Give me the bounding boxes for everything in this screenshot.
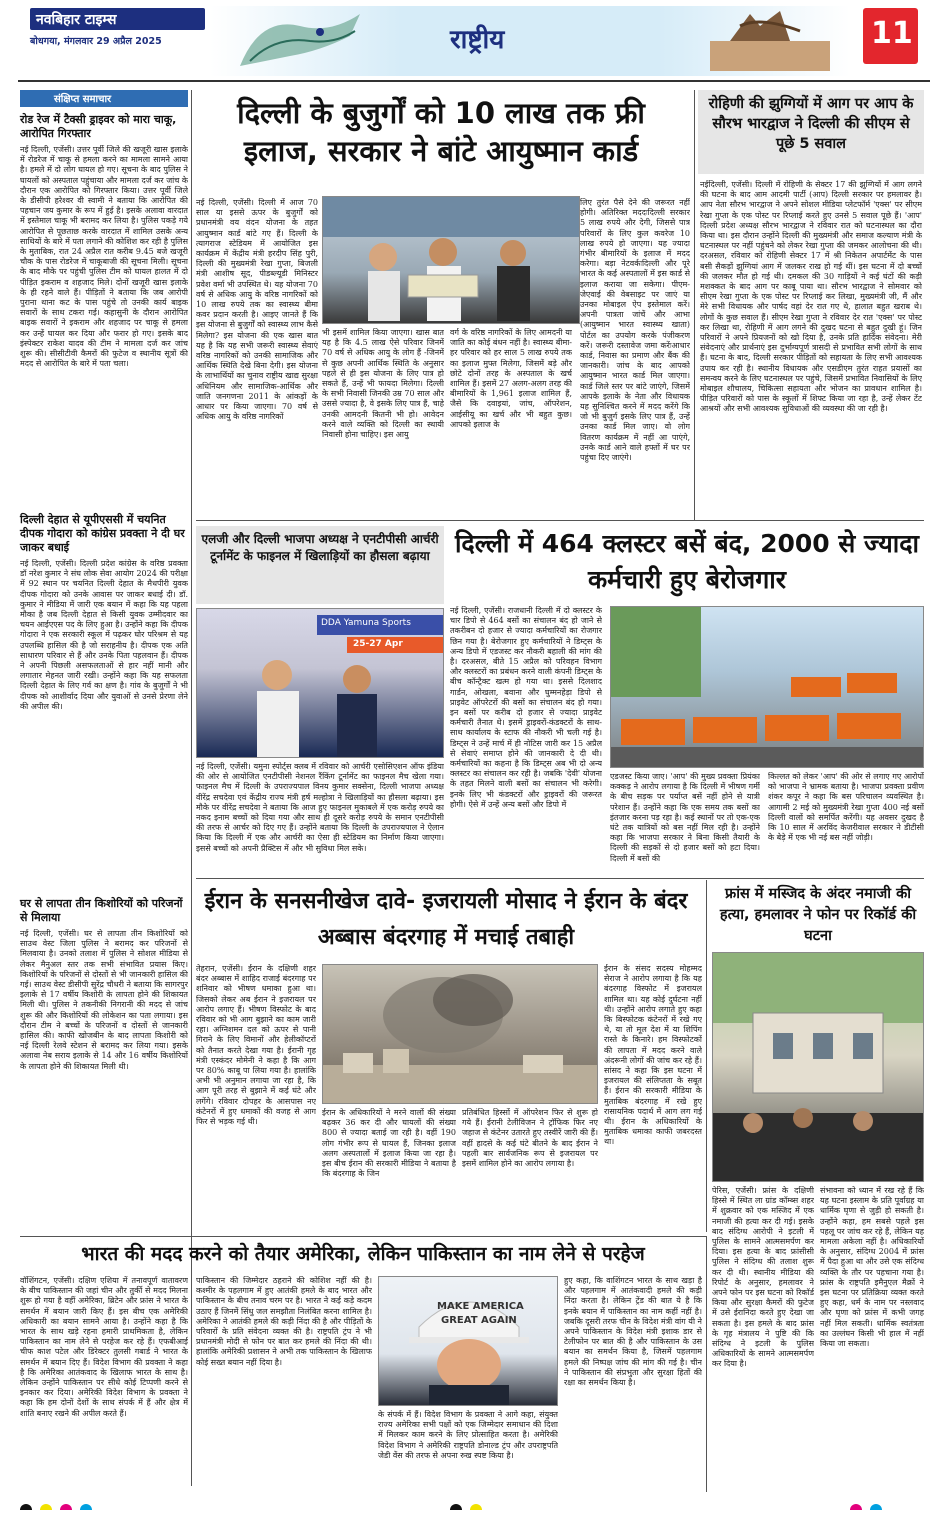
aap-headline-box [698, 90, 924, 174]
row1-rule [196, 520, 924, 521]
sidebar-story-3-title: घर से लापता तीन किशोरियों को परिजनों से मिलाया [20, 897, 183, 924]
registration-mark-yellow [40, 1504, 52, 1510]
paper-logo [30, 8, 205, 30]
lg-body: नई दिल्ली, एजेंसी। यमुना स्पोर्ट्स क्लब में रविवार को आर्चरी एसोसिएशन ऑफ इंडिया की ओर से आयोजित एनटीपीसी नेशनल रैंकिंग टूर्नामेंट का फाइनल मैच खेला गया। फाइनल मैच में दिल्ली के उपराज्यपाल विनय कुमार सक्सेना, दिल्ली भाजपा अध्यक्ष वीरेंद्र सचदेवा एवं केंद्रीय राज्य मंत्री हर्ष मल्होत्रा ने खिलाड़ियों का हौसला बढ़ाया। इस मौके पर वीरेंद्र सचदेवा ने बताया कि आज हुए फाइनल मुकाबले में एक करोड़ रुपये का नकद इनाम बच्चों को दिया गया और साथ ही दूसरे करोड़ रुपये के समान एनटीपीसी की तरफ से आर्चर को दिए गए हैं। उन्होंने बताया कि दिल्ली के उपराज्यपाल ने ऐलान किया कि दिल्ली में एक और आर्चरी का ऐसा ही स्टेडियम का निर्माण किया जाएगा। इससे बच्चों को अपनी प्रैक्टिस में और भी सुविधा मिल सके। [196, 762, 444, 853]
usa-col-3: के संपर्क में हैं। विदेश विभाग के प्रवक्ता ने आगे कहा, संयुक्त राज्य अमेरिका सभी पक्षों को एक जिम्मेदार समाधान की दिशा में मिलकर काम करने के लिए प्रोत्साहित करता है। अमेरिकी विदेश विभाग ने अमेरिकी राष्ट्रपति डोनाल्ड ट्रंप और उपराष्ट्रपति जेडी वेंस की तरफ से अपना रुख स्पष्ट किया है। [378, 1410, 558, 1460]
bus-depot-art [611, 607, 923, 767]
lead-col-1: नई दिल्ली, एजेंसी। दिल्ली में आज 70 साल या इससे ऊपर के बुजुर्गों को प्रधानमंत्री वय वंदन योजना के तहत आयुष्मान कार्ड बांटे गए हैं। दिल्ली के त्यागराज स्टेडियम में आयोजित इस कार्यक्रम में केंद्रीय मंत्री हरदीप सिंह पुरी, दिल्ली की मुख्यमंत्री रेखा गुप्ता, बिजली मंत्री आशीष सूद, पीडब्ल्यूडी मिनिस्टर प्रवेश वर्मा भी उपस्थित थे। यह योजना 70 वर्ष से अधिक आयु के वरिष्ठ नागरिकों को 10 लाख रुपये तक का स्वास्थ्य बीमा कवर प्रदान करती है। आइए जानते हैं कि इस योजना से बुजुर्गों को स्वास्थ्य लाभ कैसे मिलेगा? इस योजना की एक खास बात यह है कि यह सभी जरूरी स्वास्थ्य सेवाएं वरिष्ठ नागरिकों को उनकी सामाजिक और आर्थिक स्थिति देखे बिना देगी। इस योजना के लाभार्थियों का चुनाव राष्ट्रीय खाद्य सुरक्षा अधिनियम और सामाजिक-आर्थिक और जाति जनगणना 2011 के आंकड़ों के आधार पर किया जाएगा। 70 वर्ष से अधिक आयु के वरिष्ठ नागरिकों [196, 198, 318, 422]
archery-date-text: 25-27 Apr [353, 639, 403, 649]
archery-photo [196, 608, 444, 758]
row2-rule [196, 878, 924, 879]
dateline: बोधगया, मंगलवार 29 अप्रैल 2025 [30, 36, 162, 47]
france-mosque-photo [712, 952, 924, 1182]
lead-col-4: लिए तुरंत पैसे देने की जरूरत नहीं होगी। अतिरिक्त मददःदिल्ली सरकार 5 लाख रुपये और देगी, जिससे पात्र परिवारों के लिए कुल कवरेज 10 लाख रुपये हो जाएगा। यह ज्यादा गंभीर बीमारियों के इलाज में मदद करेगा। बड़ा नेटवर्कःदिल्ली और पूरे भारत के कई अस्पतालों में इस कार्ड से इलाज कराया जा सकेगा। पीएम-जेएवाई की वेबसाइट पर जाएं या उनका मोबाइल ऐप इस्तेमाल करें। अपनी पात्रता जांचें और आभा (आयुष्मान भारत स्वास्थ्य खाता) पोर्टल का उपयोग करके पंजीकरण करें। जरूरी दस्तावेज जमा करेंःआधार कार्ड, निवास का प्रमाण और बैंक की जानकारी। जांच के बाद आपको आयुष्मान भारत कार्ड मिल जाएगा। कार्ड जिले स्तर पर बांटे जाएंगे, जिसमें आपके इलाके के नेता और विधायक यह सुनिश्चित करने में मदद करेंगे कि जो भी बुजुर्ग इसके लिए पात्र हैं, उन्हें उनका कार्ड मिल जाए। वो लोग वितरण कार्यक्रम में नहीं आ पाएंगे, उनके कार्ड आने वाले हफ्तों में घर पर पहुंचा दिए जाएंगे। [580, 198, 690, 463]
ayushman-photo [322, 196, 580, 324]
sidebar-story-2-title: दिल्ली देहात से यूपीएससी में चयनित दीपक गोदारा को कांग्रेस प्रवक्ता ने दी घर जाकर बधाई [20, 513, 185, 554]
sidebar-story-2-body: नई दिल्ली, एजेंसी। दिल्ली प्रदेश कांग्रेस के वरिष्ठ प्रवक्ता डॉ नरेश कुमार ने संघ लोक सेवा आयोग 2024 की परीक्षा में 92 स्थान पर चयनित दिल्ली देहात के मैधपीरी युवक दीपक गोदारा को उनके आवास पर जाकर बधाई दी। डॉ. कुमार ने मीडिया में जारी एक बयान में कहा कि यह पहला मौका है जब दिल्ली देहात से किसी युवक उम्मीदवार का चयन आईएएस पद के लिए हुआ है। उन्होंने कहा कि दीपक गोदारा ने एक सरकारी स्कूल में पढ़कर घोर परिश्रम से यह उपलब्धि हासिल की है जो सराहनीय है। दीपक एक अति साधारण परिवार से हैं और उनके पिता पहलवान हैं। दीपक ने अपनी पिछली असफलताओं से हार नहीं मानी और लगातार मेहनत जारी रखी। उन्होंने कहा कि यह सफलता दिल्ली देहात के लिए गर्व का क्षण है। गांव के बुजुर्गों ने भी दीपक को आशीर्वाद दिया और युवाओं से उनसे प्रेरणा लेने की अपील की। [20, 559, 188, 711]
france-mosque-art [713, 953, 923, 1181]
trump-photo-art [379, 1277, 557, 1405]
france-col-2: संभावना को ध्यान में रख रहे हैं कि यह घटना इस्लाम के प्रति पूर्वाग्रह या धार्मिक घृणा से जुड़ी हो सकती है। उन्होंने कहा, हम सबसे पहले इस पहलू पर जांच कर रहे हैं, लेकिन यह मामला अकेला नहीं है। अधिकारियों के अनुसार, संदिग्ध 2004 में फ्रांस में पैदा हुआ था और उसे एक संदिग्ध व्यक्ति के तौर पर पहचाना गया है। फ्रांस के राष्ट्रपति इमैनुएल मैक्रों ने इस घटना पर प्रतिक्रिया व्यक्त करते हुए कहा, धर्म के नाम पर नस्लवाद और घृणा को फ्रांस में कभी जगह नहीं मिल सकती। धार्मिक स्वतंत्रता का उल्लंघन किसी भी हाल में नहीं किया जा सकता। [820, 1186, 924, 1349]
lead-col-2: भी इसमें शामिल किया जाएगा। खास बात यह है कि 4.5 लाख ऐसे परिवार जिनमें 70 वर्ष से अधिक आयु के लोग हैं -जिनमें से कुछ अपनी आर्थिक स्थिति के अनुसार पहले से ही इस योजना के लिए पात्र हो सकते हैं, उन्हें भी फायदा मिलेगा। दिल्ली के सभी निवासी जिनकी उम्र 70 साल और उससे ज्यादा है, वे इसके लिए पात्र हैं, चाहे उनकी आमदनी कितनी भी हो। आवेदन करने वाले व्यक्ति को दिल्ली का स्थायी निवासी होना चाहिए। इस आयु [322, 328, 444, 440]
aap-body: नईदिल्ली, एजेंसी। दिल्ली में रोहिणी के सेक्टर 17 की झुग्गियों में आग लगने की घटना के बाद आम आदमी पार्टी (आप) दिल्ली सरकार पर हमलावर है। आप नेता सौरभ भारद्वाज ने अपने सोशल मीडिया प्लेटफॉर्म 'एक्स' पर सीएम रेखा गुप्ता के एक पोस्ट पर रिप्लाई करते हुए उनसे 5 सवाल पूछे हैं। 'आप' दिल्ली प्रदेश अध्यक्ष सौरभ भारद्वाज ने रविवार रात को घटनास्थल का दौरा किया था। इस दौरान उन्होंने दिल्ली की मुख्यमंत्री और समाज कल्याण मंत्री के घटनास्थल पर नहीं पहुंचने को लेकर रेखा गुप्ता की जमकर आलोचना की थी। दरअसल, रविवार को रोहिणी सेक्टर 17 में श्री निकेतन अपार्टमेंट के पास बसी सैकड़ों झुग्गियां आग में जलकर राख हो गई थीं। इस घटना में दो बच्चों की जलकर मौत हो गई थी। दमकल की 30 गाड़ियों ने कई घंटों की कड़ी मशक्कत के बाद आग पर काबू पाया था। सौरभ भारद्वाज ने सोमवार को सीएम रेखा गुप्ता के एक पोस्ट पर रिप्लाई कर लिखा, मुख्यमंत्री जी, मैं और मेरे सभी विधायक और पार्षद वहां देर रात गए थे, हालात बहुत खराब थे। लोगों के कुछ सवाल हैं। सीएम रेखा गुप्ता ने रविवार देर रात 'एक्स' पर पोस्ट कर लिखा था, रोहिणी में आग लगने की दुखद घटना से बहुत दुखी हूं। जिन परिवारों ने अपने प्रियजनों को खो दिया है, उनके प्रति हार्दिक संवेदना। मेरी संवेदनाएं और प्रार्थनाएं इस दुर्भाग्यपूर्ण त्रासदी से प्रभावित सभी लोगों के साथ हैं। घटना के बाद, दिल्ली सरकार पीड़ितों को सहायता के लिए सभी आवश्यक उपाय कर रही है। स्थानीय विधायक और एसडीएम तुरंत राहत प्रयासों का समन्वय करने के लिए घटनास्थल पर पहुंचे, जिसमें प्रभावित निवासियों के लिए मोबाइल शौचालय, चिकित्सा सहायता और भोजन का प्रावधान शामिल है। पीड़ित परिवारों को पास के स्कूलों में शिफ्ट किया जा रहा है, उन्हें लेकर टेंट आश्रयों और सभी आवश्यक सुविधाओं की व्यवस्था की जा रही है। [700, 180, 922, 414]
peacock-illustration [220, 6, 370, 76]
archery-banner-text: DDA Yamuna Sports [321, 618, 411, 628]
sidebar-story-1-title: रोड रेज में टैक्सी ड्राइवर को मारा चाकू, आरोपित गिरफ्तार [20, 113, 177, 140]
registration-mark-black-2 [450, 1504, 462, 1510]
bus-col-2: एडजस्ट किया जाए। 'आप' की मुख्य प्रवक्ता प्रियंका कक्कड़ ने आरोप लगाया है कि दिल्ली में भीषण गर्मी के बीच सड़क पर पर्याप्त बसें नहीं होने से यात्री परेशान हैं। उन्होंने कहा कि एक समय तक बसों का इंतजार करना पड़ रहा है। कई स्थानों पर तो एक-एक घंटे तक यात्रियों को बस नहीं मिल रही है। उन्होंने कहा कि भाजपा सरकार ने बिना किसी तैयारी के दिल्ली की सड़कों से दो हजार बसों को हटा दिया। दिल्ली में बसों की [610, 772, 760, 863]
bandar-abbas-photo [322, 964, 598, 1104]
bandar-abbas-art [323, 965, 597, 1103]
cap-text-line-2: GREAT AGAIN [441, 1315, 517, 1326]
section-banner [210, 6, 850, 76]
bus-col-1: नई दिल्ली, एजेंसी। राजधानी दिल्ली में दो क्लस्टर के चार डिपो से 464 बसों का संचालन बंद हो जाने से तकरीबन दो हजार से ज्यादा कर्मचारियों का रोजगार छिन गया है। बेरोजगार हुए कर्मचारियों ने डिम्ट्स के अन्य डिपो में एडजस्ट कर नौकरी बहाली की मांग की है। दरअसल, बीते 15 अप्रैल को परिवहन विभाग और क्लस्टरों का प्रबंधन करने वाली कंपनी डिम्ट्स के बीच कॉन्ट्रैक्ट खत्म हो गया था। इससे दिलशाद गार्डन, ओखला, बवाना और घुम्मनहेड़ा डिपो से प्राइवेट ऑपरेटरों की बसों का संचालन बंद हो गया। इन बसों पर करीब दो हजार से ज्यादा प्राइवेट कर्मचारी तैनात थे। इसमें ड्राइवरों-कंडक्टरों के साथ-साथ कार्यालय के स्टाफ की नौकरी भी चली गई है। डिम्ट्स ने उन्हें मार्च में ही नोटिस जारी कर 15 अप्रैल से सेवाएं समाप्त होने की जानकारी दे दी थी। कर्मचारियों का कहना है कि डिम्ट्स अब भी दो अन्य क्लस्टर का संचालन कर रही है। जबकि 'देवी' योजना के तहत मिलने वाली बसों का संचालन भी करेगी। इनके लिए भी कंडक्टरों और ड्राइवरों की जरूरत होगी। ऐसे में उन्हें अन्य बसों और डिपो में [450, 606, 602, 809]
france-col-1: पेरिस, एजेंसी। फ्रांस के दक्षिणी हिस्से में स्थित ला ग्रांड कॉम्ब्स शहर में शुक्रवार को एक मस्जिद में एक नमाजी की हत्या कर दी गई। इसके बाद संदिग्ध आरोपी ने इटली में पुलिस के सामने आत्मसमर्पण कर दिया। इस हत्या के बाद फ्रांसीसी पुलिस ने संदिग्ध की तलाश शुरू कर दी थी। स्थानीय मीडिया की रिपोर्ट के अनुसार, हमलावर ने अपने फोन पर इस घटना को रिकॉर्ड किया और सुरक्षा कैमरों की फुटेज में उसे ईरानिदा करते हुए देखा जा सकता है। इस हमले के बाद फ्रांस के गृह मंत्रालय ने पुष्टि की कि संदिग्ध ने इटली के पुलिस अधिकारियों के सामने आत्मसमर्पण कर दिया है। [712, 1186, 814, 1369]
iran-col-2: ईरान के अधिकारियों ने मरने वालों की संख्या बढ़कर 36 कर दी और घायलों की संख्या 800 से ज्यादा बताई जा रही है। वहीं 190 लोग गंभीर रूप से घायल हैं, जिनका इलाज अलग अस्पतालों में इलाज किया जा रहा है। इस बीच ईरान की सरकारी मीडिया ने बताया है कि बंदरगाह के जिन [322, 1108, 456, 1179]
iran-col-1: तेहरान, एजेंसी। ईरान के दक्षिणी शहर बंदर अब्बास में शाहिद राजाई बंदरगाह पर शनिवार को भीषण धमाका हुआ था। जिसको लेकर अब ईरान ने इजरायल पर आरोप लगाए हैं। भीषण विस्फोट के बाद रविवार को भी आग बुझाने का काम जारी रहा। अग्निशमन दल को ऊपर से पानी गिराने के लिए विमानों और हेलीकॉप्टरों को तैनात करते देखा गया है। ईरानी गृह मंत्री एस्कंदर मोमेनी ने कहा है कि आग पर 80% काबू पा लिया गया है। हालांकि अभी भी अनुमान लगाया जा रहा है, कि आग पूरी तरह से बुझाने में कई घंटे और लगेंगे। रविवार दोपहर के आसपास नए कंटेनरों में हुए धमाकों की वजह से आग फिर से भड़क गई थी। [196, 964, 316, 1127]
ayushman-photo-art [323, 197, 579, 323]
usa-col-2: पाकिस्तान की जिम्मेदार ठहराने की कोशिश नहीं की है। कश्मीर के पहलगाम में हुए आतंकी हमले के बाद भारत और पाकिस्तान के बीच तनाव चरम पर है। भारत ने कई कड़े कदम उठाए हैं जिनमें सिंधु जल समझौता निलंबित करना शामिल है। अमेरिका ने आतंकी हमले की कड़ी निंदा की है और पीड़ितों के परिवारों के प्रति संवेदना व्यक्त की है। राष्ट्रपति ट्रंप ने भी प्रधानमंत्री मोदी से फोन पर बात कर हमले की निंदा की थी। हालांकि अमेरिकी प्रशासन ने अभी तक पाकिस्तान के खिलाफ कोई सख्त बयान नहीं दिया है। [196, 1276, 372, 1367]
bus-headline: दिल्ली में 464 क्लस्टर बसें बंद, 2000 से ज्यादा कर्मचारी हुए बेरोजगार [454, 529, 920, 594]
bus-col-3: किल्लत को लेकर 'आप' की ओर से लगाए गए आरोपों को भाजपा ने भ्रामक बताया है। भाजपा प्रवक्ता प्रवीण शंकर कपूर ने कहा कि बस परिचालन व्यवस्थित है। आगामी 2 मई को मुख्यमंत्री रेखा गुप्ता 400 नई बसों दिल्ली वालों को समर्पित करेंगी। यह अवसर दुखद है कि 10 साल में अरविंद केजरीवाल सरकार ने डीटीसी के बेड़े में एक भी नई बस नहीं जोड़ी। [768, 772, 924, 843]
usa-col-4: हुए कहा, कि वाशिंगटन भारत के साथ खड़ा है और पहलगाम में आतंकवादी हमले की कड़ी निंदा करता है। लेकिन ट्रेंड की बात ये है कि इनके बयान में पाकिस्तान का नाम कहीं नहीं है। जबकि दूसरी तरफ चीन के विदेश मंत्री वांग यी ने अपने पाकिस्तान के विदेश मंत्री इशाक डार से टेलीफोन पर बात की है और पाकिस्तान के उस बयान का समर्थन किया है, जिसमें पहलगाम हमले की निष्पक्ष जांच की मांग की गई है। चीन ने पाकिस्तान की संप्रभुता और सुरक्षा हितों की रक्षा का समर्थन किया है। [564, 1276, 702, 1388]
sidebar-story-3-body: नई दिल्ली, एजेंसी। घर से लापता तीन किशोरियों को साउथ वेस्ट जिला पुलिस ने बरामद कर परिजनों से मिलवाया है। उनको तलाश में पुलिस ने सोशल मीडिया से लेकर मैनुअल स्तर तक सभी संभावित प्रयास किए। किशोरियों के परिजनों से दोस्तों से भी जानकारी हासिल की गई। साउथ वेस्ट डीसीपी सुरेंद्र चौधरी ने बताया कि सागरपुर इलाके से 17 वर्षीय किशोरी के लापता होने की शिकायत मिली थी। पुलिस ने तकनीकी निगरानी की मदद से जांच शुरू की और किशोरियों की लोकेशन का पता लगाया। इस दौरान टीम ने बच्चों के परिजनों व दोस्तों से जानकारी हासिल की। काफी खोजबीन के बाद लापता किशोरी को नई दिल्ली रेलवे स्टेशन से बरामद कर लिया गया। इसके अलावा नेब सराय इलाके से 14 और 16 वर्षीय किशोरियों के लापता होने की शिकायत मिली थी। [20, 929, 188, 1071]
page-number: 11 [871, 16, 913, 51]
lg-headline-box [196, 526, 444, 604]
usa-right-divider [706, 1236, 707, 1492]
iran-col-3: प्रतिबंधित हिस्सों में ऑपरेशन फिर से शुरू हो गये हैं। ईरानी टेलीविजन ने ट्रॉफिक फिर नए जहाज से कंटेनर उतारते हुए तस्वीरें जारी की हैं। वहीं हादसे के कई घंटे बीतने के बाद ईरान ने पहली बार सार्वजनिक रूप से इजरायल पर इसमें शामिल होने का आरोप लगाया है। [462, 1108, 598, 1169]
registration-mark-cyan-2 [870, 1504, 882, 1510]
lead-headline: दिल्ली के बुजुर्गों को 10 लाख तक फ्री इलाज, सरकार ने बांटे आयुष्मान कार्ड [237, 96, 645, 168]
registration-mark-magenta [60, 1504, 72, 1510]
bus-depot-photo [610, 606, 924, 768]
registration-mark-magenta-2 [850, 1504, 862, 1510]
lg-headline: एलजी और दिल्ली भाजपा अध्यक्ष ने एनटीपीसी आर्चरी टूर्नामेंट के फाइनल में खिलाड़ियों का हौसला बढ़ाया [201, 532, 439, 563]
sidebar-story-1-body: नई दिल्ली, एजेंसी। उत्तर पूर्वी जिले की खजूरी खास इलाके में रोडरेज में चाकू से हमला करने का मामला सामने आया है। हमले में दो लोग घायल हो गए। सूचना के बाद पुलिस ने घायलों को अस्पताल पहुंचाया और मामला दर्ज कर जांच के दौरान एक आरोपित को गिरफ्तार किया। उत्तर पूर्वी जिले के डीसीपी हरेश्वर वी स्वामी ने बताया कि आरोपित की पहचान जय कुमार के रूप में हुई है। इसके अलावा वारदात में इस्तेमाल चाकू भी बरामद कर लिया है। पुलिस पकड़े गये आरोपित से पूछताछ करके वारदात में शामिल उसके अन्य साथियों के बारे में पता लगाने की कोशिश कर रही है पुलिस के मुताबिक, रात 24 अप्रैल रात करीब 9.45 बजे खजूरी चौक के पास रोडरेज में चाकूबाजी की सूचना मिली। सूचना के बाद मौके पर पहुंची पुलिस टीम को घायल हालत में दो पीड़ित इकराम व शहजाद मिले। दोनों खजूरी खास इलाके के ही रहने वाले हैं। पीड़ितों ने बताया कि जब आरोपी पुराना थाना कट के पास पहुंचे तो उनकी कार्य बाइक सवारों के साथ टकरा गई। कहासुनी के दौरान आरोपित बाइक सवारों ने इकराम और शहजाद पर चाकू से हमला कर उन्हें घायल कर दिया और फरार हो गए। इसके बाद इंस्पेक्टर राकेश यादव की टीम ने मामला दर्ज कर जांच शुरू की। सीसीटीवी कैमरों की फुटेज व स्थानीय सूत्रों की मदद से आरोपित के बारे में पता चला। [20, 145, 188, 369]
france-headline: फ्रांस में मस्जिद के अंदर नमाजी की हत्या, हमलावर ने फोन पर रिकॉर्ड की घटना [719, 886, 917, 944]
sidebar-divider [191, 90, 192, 1410]
iran-right-divider [706, 880, 707, 1232]
usa-col-divider [191, 1276, 192, 1486]
archery-date-strip [347, 637, 443, 653]
usa-col-1: वॉशिंगटन, एजेंसी। दक्षिण एशिया में तनावपूर्ण वातावरण के बीच पाकिस्तान की जहां चीन और तुर्की से मदद मिलना शुरू हो गया है वहीं अमेरिका, ब्रिटेन और फ्रांस ने भारत के समर्थन में बयान जारी किए हैं। इस बीच एक अमेरिकी अधिकारी का बयान सामने आया है। उन्होंने कहा है कि भारत के साथ खड़े रहना हमारी प्राथमिकता है, लेकिन पाकिस्तान का नाम लेने से परहेज कर रहे हैं। एफबीआई चीफ काश पटेल और डिरेक्टर तुलसी गबार्ड ने भारत के समर्थन में बयान दिए हैं। विदेश विभाग की प्रवक्ता ने कहा है कि अमेरिका आतंकवाद के खिलाफ भारत के साथ है। लेकिन उन्होंने पाकिस्तान पर सीधे कोई टिप्पणी करने से इनकार कर दिया। अमेरिकी विदेश विभाग के प्रवक्ता ने कहा कि हम दोनों देशों के साथ संपर्क में हैं और क्षेत्र में शांति बनाए रखने की अपील करते हैं। [20, 1276, 188, 1418]
archery-banner [317, 615, 443, 635]
masthead-rule [18, 80, 930, 82]
lead-col-3: वर्ग के वरिष्ठ नागरिकों के लिए आमदनी या जाति का कोई बंधन नहीं है। स्वास्थ्य बीमा-हर परिवार को हर साल 5 लाख रुपये तक का इलाज मुफ्त मिलेगा, जिसमें बड़े और छोटे दोनों तरह के अस्पताल के खर्च शामिल हैं। इसमें 27 अलग-अलग तरह की बीमारियों के 1,961 इलाज शामिल हैं, जैसे कि दवाइयां, जांच, ऑपरेशन, आईसीयू का खर्च और भी बहुत कुछ। आपको इलाज के [450, 328, 572, 429]
lead-right-divider [694, 90, 695, 520]
paper-name: नवबिहार टाइम्स [36, 12, 117, 28]
aap-headline: रोहिणी की झुग्गियों में आग पर आप के सौरभ भारद्वाज ने दिल्ली की सीएम से पूछे 5 सवाल [708, 96, 914, 152]
registration-mark-cyan [80, 1504, 92, 1510]
page-number-box [863, 8, 918, 64]
usa-headline: भारत की मदद करने को तैयार अमेरिका, लेकिन पाकिस्तान का नाम लेने से परहेज [81, 1243, 645, 1265]
registration-mark-black [20, 1504, 32, 1510]
sidebar [20, 90, 188, 1420]
masthead [0, 0, 945, 92]
row3-rule [20, 1236, 706, 1237]
cap-text-line-1: MAKE AMERICA [437, 1301, 524, 1312]
sidebar-label: संक्षिप्त समाचार [54, 94, 112, 105]
iran-col-4: ईरान के संसद सदस्य मोहम्मद सेराज ने आरोप लगाया है कि यह बंदरगाह विस्फोट में इजरायल शामिल था। यह कोई दुर्घटना नहीं थी। उन्होंने आरोप लगाते हुए कहा कि बिस्फोटक कंटेनरों में रखे गए थे, या तो मूल देश में या शिपिंग रास्ते के किनारे। हम विस्फोटकों की लापता में मदद करने वाले अंदरूनी लोगों की जांच कर रहे हैं। सांसद ने कहा कि इस घटना में इजरायल की संलिप्तता के सबूत हैं। ईरान की सरकारी मीडिया के मुताबिक बंदरगाह में रखे हुए रासायनिक पदार्थ में आग लग गई थी। ईरान के अधिकारियों के मुताबिक धमाका काफी जबरदस्त था। [604, 964, 702, 1147]
section-title: राष्ट्रीय [450, 25, 505, 55]
registration-mark-yellow-2 [470, 1504, 482, 1510]
iran-headline: ईरान के सनसनीखेज दावे- इजरायली मोसाद ने ईरान के बंदर अब्बास बंदरगाह में मचाई तबाही [204, 889, 688, 950]
monument-illustration [670, 6, 850, 76]
trump-photo [378, 1276, 558, 1406]
sidebar-label-bar [20, 90, 188, 107]
